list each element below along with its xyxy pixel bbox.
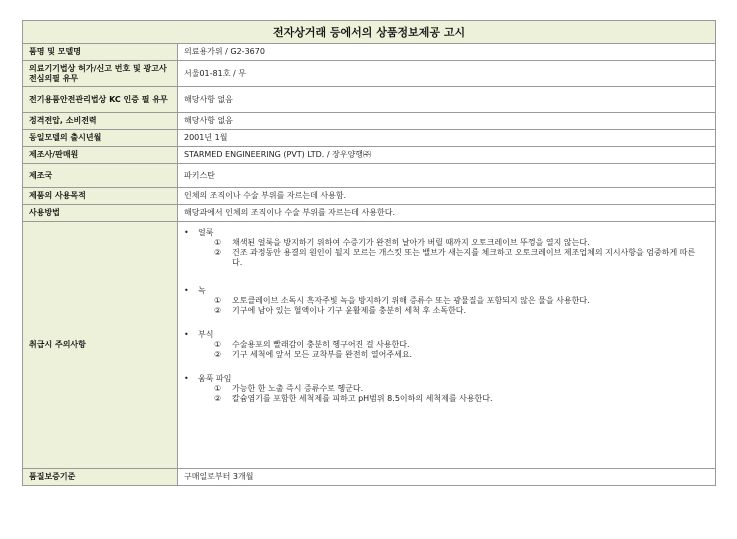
circled-number: ② [214, 306, 222, 315]
care-item-text: 오토클레이브 소독시 흑자주빛 녹을 방지하기 위해 증류수 또는 광물질을 포함되지 않은 물을 사용한다. [232, 296, 590, 305]
table-row [23, 164, 716, 188]
care-item [184, 350, 709, 360]
row-value: 해당사항 없음 [178, 87, 716, 113]
care-item [184, 238, 709, 248]
care-section [184, 374, 709, 404]
row-value: 의료용가위 / G2-3670 [178, 44, 716, 61]
row-label: 사용방법 [23, 205, 178, 222]
row-value: 서울01-81호 / 무 [178, 61, 716, 87]
table-row [23, 44, 716, 61]
table-row [23, 469, 716, 486]
row-label: 전기용품안전관리법상 KC 인증 필 유무 [23, 87, 178, 113]
row-value: 파키스탄 [178, 164, 716, 188]
row-label: 의료기기법상 허가/신고 번호 및 광고사전심의필 유무 [23, 61, 178, 87]
section-title: 움푹 파임 [198, 374, 232, 383]
circled-number: ② [214, 350, 222, 359]
row-label: 정격전압, 소비전력 [23, 113, 178, 130]
care-item-text: 수술용포의 빨래감이 충분히 헹구어진 걸 사용한다. [232, 340, 410, 349]
table-row [23, 113, 716, 130]
row-label: 동일모델의 출시년월 [23, 130, 178, 147]
care-item-text: 기구 세척에 앞서 모든 교착부를 완전히 열어주세요. [232, 350, 413, 359]
row-label: 제조사/판매원 [23, 147, 178, 164]
circled-number: ① [214, 296, 222, 305]
product-info-table [22, 20, 716, 486]
care-item-text: 가능한 한 노출 즉시 증류수로 헹군다. [232, 384, 364, 393]
row-label: 제품의 사용목적 [23, 188, 178, 205]
care-label: 취급시 주의사항 [23, 222, 178, 469]
table-row [23, 188, 716, 205]
row-label: 제조국 [23, 164, 178, 188]
row-value: STARMED ENGINEERING (PVT) LTD. / 장우양행㈜ [178, 147, 716, 164]
product-info-notice [22, 20, 715, 486]
care-section [184, 228, 709, 268]
circled-number: ① [214, 238, 222, 247]
circled-number: ① [214, 340, 222, 349]
bullet-icon: • [184, 330, 189, 339]
bullet-icon: • [184, 228, 189, 237]
table-row [23, 147, 716, 164]
section-title: 녹 [198, 286, 206, 295]
row-value: 구매일로부터 3개월 [178, 469, 716, 486]
row-value: 해당과에서 인체의 조직이나 수술 부위를 자르는데 사용한다. [178, 205, 716, 222]
circled-number: ② [214, 248, 222, 257]
care-section [184, 286, 709, 316]
row-value: 인체의 조직이나 수술 부위를 자르는데 사용함. [178, 188, 716, 205]
care-item-text: 기구에 남아 있는 혈액이나 기구 윤활제를 충분히 세척 후 소독한다. [232, 306, 467, 315]
care-instructions [178, 222, 716, 469]
table-row [23, 205, 716, 222]
table-row [23, 61, 716, 87]
care-item-text: 채색된 얼룩을 방지하기 위하여 수증기가 완전히 날아가 버릴 때까지 오토크레이브 뚜껑을 열지 않는다. [232, 238, 590, 247]
circled-number: ② [214, 394, 222, 403]
care-item [184, 394, 709, 404]
care-item [184, 384, 709, 394]
notice-title: 전자상거래 등에서의 상품정보제공 고시 [23, 21, 716, 44]
care-item-text: 건조 과정동안 용결의 원인이 될지 모르는 개스킷 또는 밸브가 새는지를 체크하고 오토크레이브 제조업체의 지시사항을 엄중하게 따른다. [232, 248, 696, 267]
row-value: 2001년 1월 [178, 130, 716, 147]
bullet-icon: • [184, 286, 189, 295]
care-item [184, 306, 709, 316]
row-value: 해당사항 없음 [178, 113, 716, 130]
section-title: 얼룩 [198, 228, 214, 237]
table-row [23, 130, 716, 147]
table-row [23, 87, 716, 113]
bullet-icon: • [184, 374, 189, 383]
care-section [184, 330, 709, 360]
circled-number: ① [214, 384, 222, 393]
row-label: 품질보증기준 [23, 469, 178, 486]
title-row [23, 21, 716, 44]
care-item [184, 340, 709, 350]
section-title: 부식 [198, 330, 214, 339]
care-item [184, 296, 709, 306]
row-label: 품명 및 모델명 [23, 44, 178, 61]
care-item-text: 칼슘염기를 포함한 세척제를 피하고 pH범위 8.5이하의 세척제를 사용한다. [232, 394, 493, 403]
care-row [23, 222, 716, 469]
care-item [184, 248, 709, 268]
